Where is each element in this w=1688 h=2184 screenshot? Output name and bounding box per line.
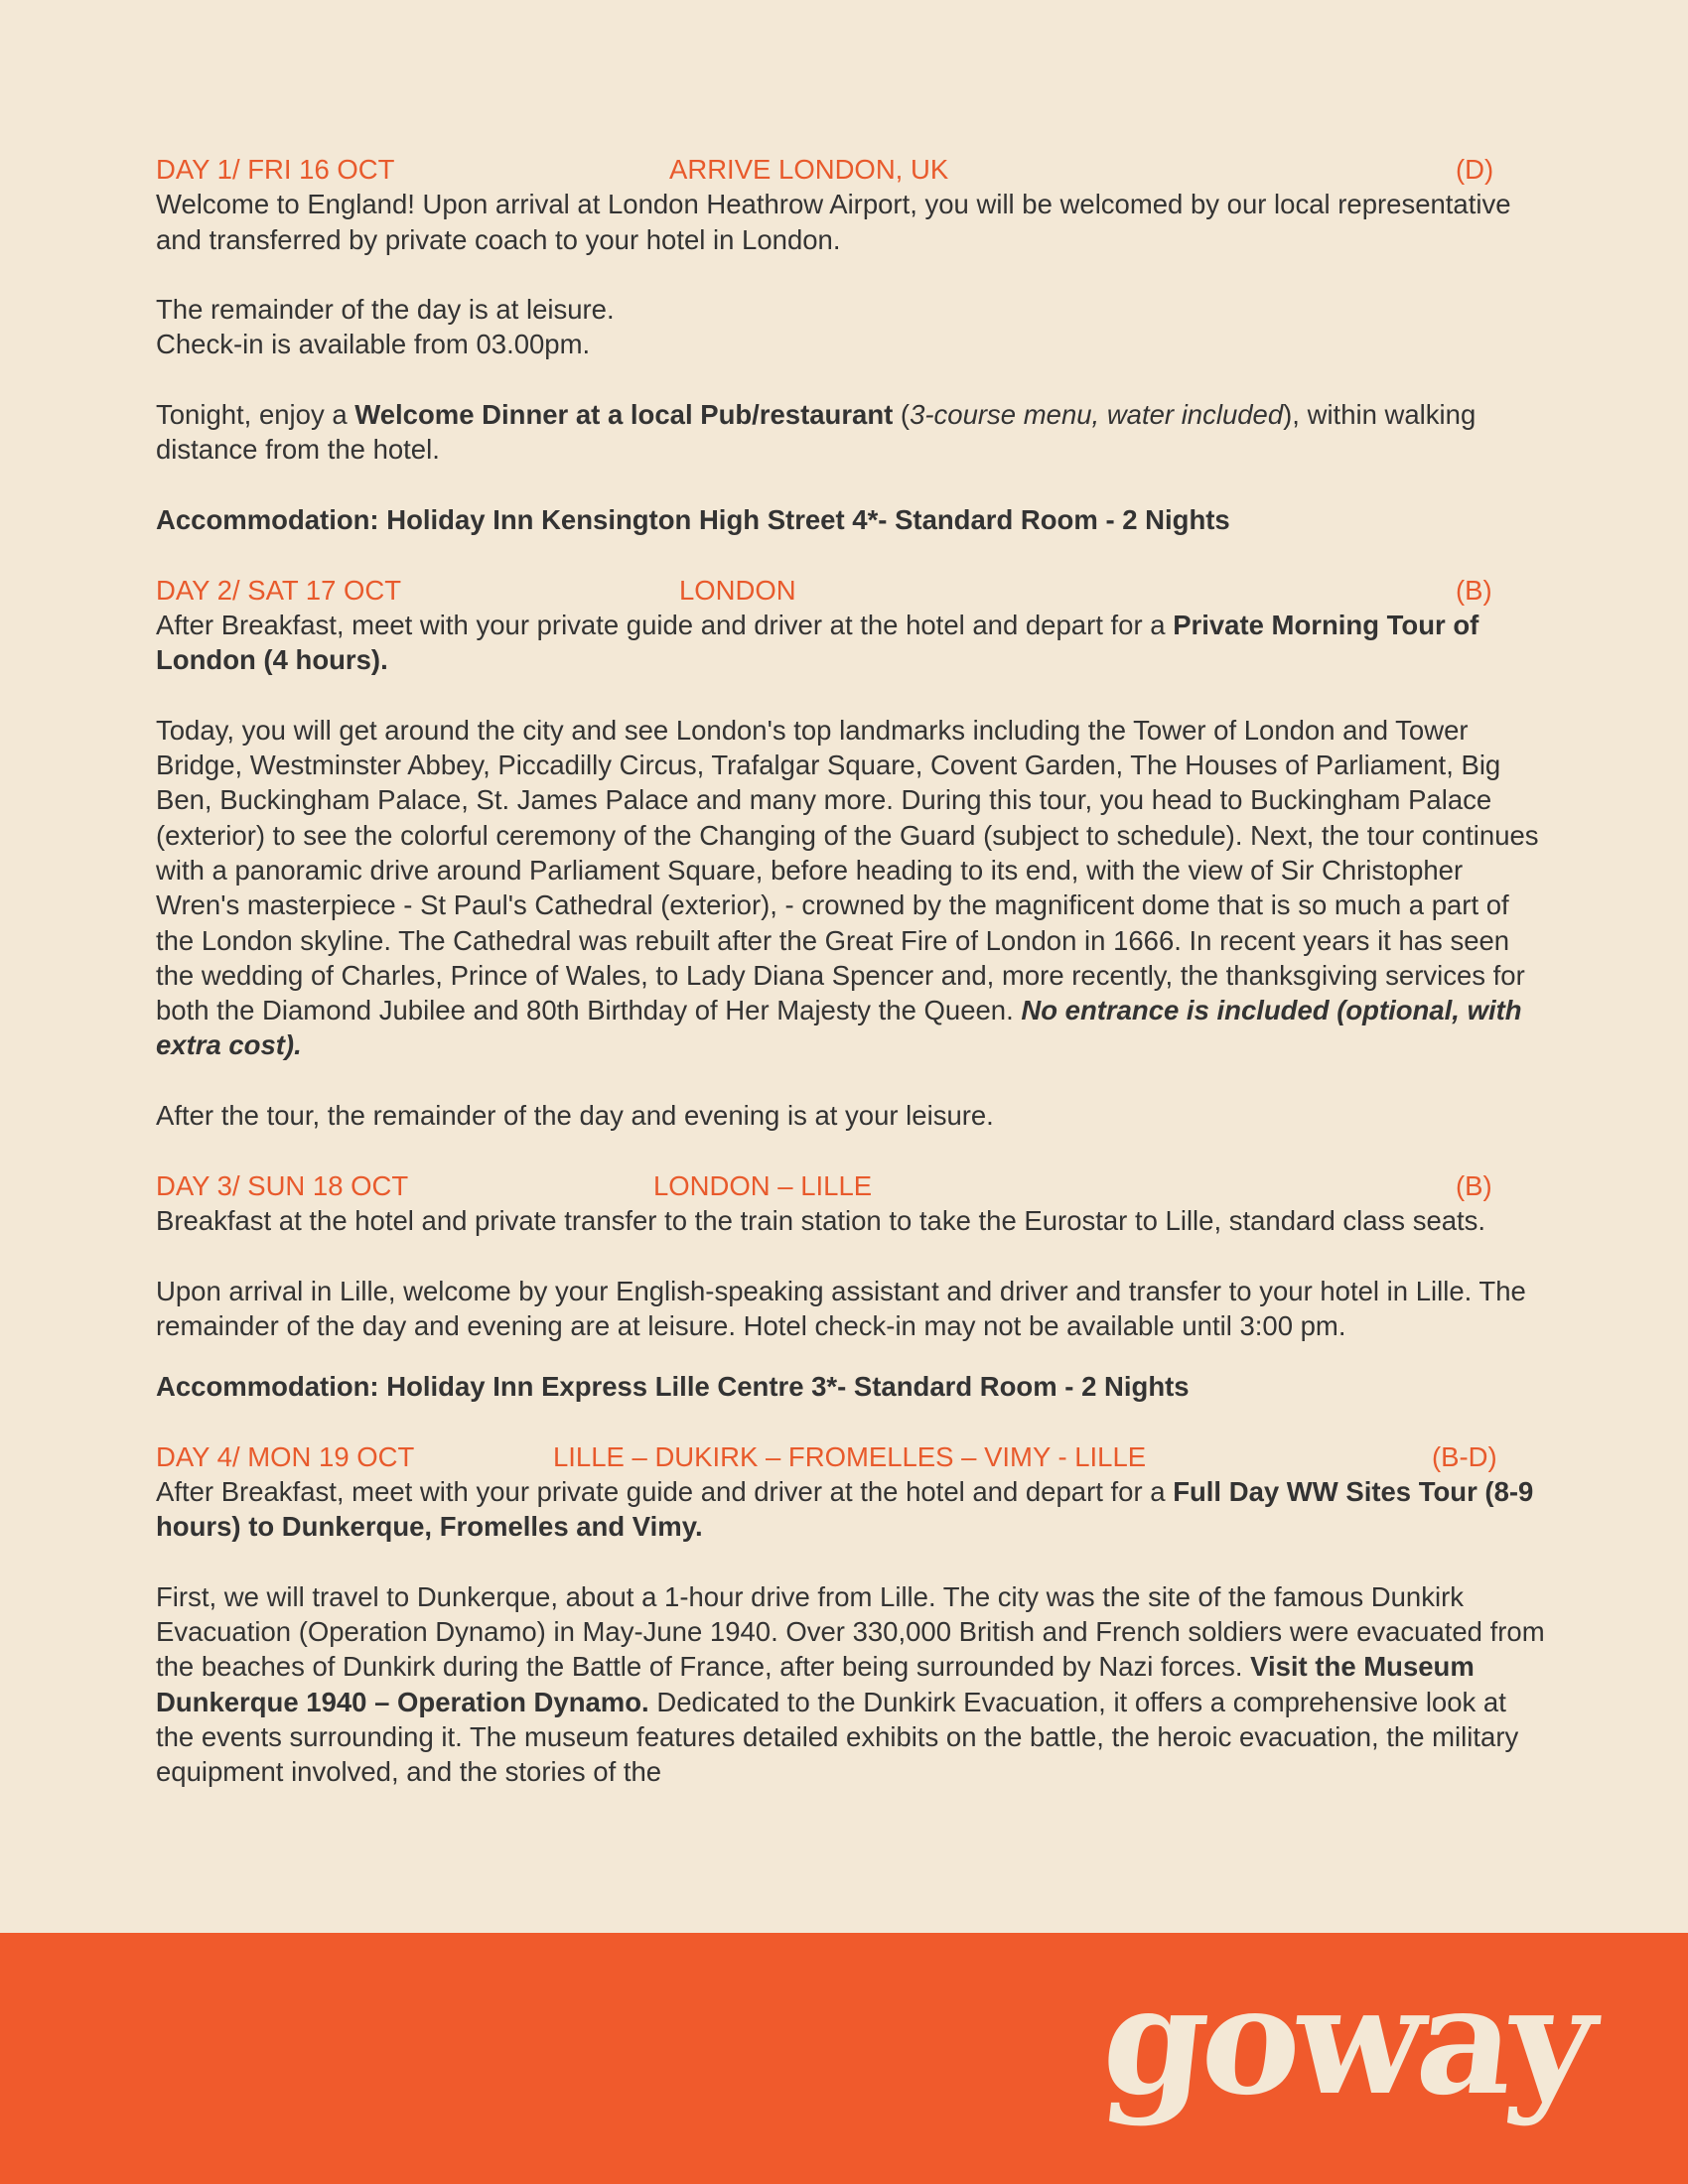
day-route: LONDON [679,574,796,606]
text: First, we will travel to Dunkerque, about a 1-hour drive from Lille. The city was the site of the famous Dunkirk Evacuation (Operation Dynamo) in May-June 1940. Over 330,000 British and French soldiers were evacuated from the beaches of Dunkirk during the Battle of France, after being surrounded by Nazi forces. [156,1580,1545,1683]
footer-band [0,1933,1688,2184]
text: Tonight, enjoy a [156,399,355,431]
dinner-highlight: Welcome Dinner at a local Pub/restaurant [354,399,894,431]
accommodation-line [156,1369,1551,1404]
day-2-paragraph [156,713,1551,1063]
day-meals: (D) [1456,154,1494,185]
entrance-note: No entrance is included (optional, with extra cost). [156,995,1522,1061]
accommodation-line [156,502,1551,537]
day-meals: (B-D) [1432,1440,1497,1472]
leisure-text: The remainder of the day is at leisure. [156,294,615,326]
day-meals: (B) [1456,574,1492,606]
day-label: DAY 3/ SUN 18 OCT [156,1169,409,1201]
day-route: ARRIVE LONDON, UK [669,154,949,185]
day-meals: (B) [1456,1169,1492,1201]
day-3-header [156,1168,1551,1203]
day-3-paragraph: Upon arrival in Lille, welcome by your English-speaking assistant and driver and transfer to your hotel in Lille. The remainder of the day and evening are at leisure. Hotel check-in may not be available until 3:00 pm. [156,1275,1526,1341]
day-2-paragraph: After the tour, the remainder of the day and evening is at your leisure. [156,1100,994,1132]
day-4-header [156,1439,1551,1474]
day-label: DAY 4/ MON 19 OCT [156,1440,415,1472]
day-1-header [156,152,1551,187]
accommodation-text: Accommodation: Holiday Inn Express Lille Centre 3*- Standard Room - 2 Nights [156,1371,1190,1403]
day-1-paragraph: Welcome to England! Upon arrival at London Heathrow Airport, you will be welcomed by our local representative and transferred by private coach to your hotel in London. [156,189,1511,255]
day-1-paragraph [156,292,1551,362]
text: ), within walking distance from the hotel. [156,399,1477,466]
day-route: LILLE – DUKIRK – FROMELLES – VIMY - LILLE [553,1440,1147,1472]
checkin-text: Check-in is available from 03.00pm. [156,329,591,360]
tour-highlight: Private Morning Tour of London (4 hours). [156,609,1479,676]
text: Dedicated to the Dunkirk Evacuation, it offers a comprehensive look at the events surrounding it. The museum features detailed exhibits on the battle, the heroic evacuation, the military equipment involved, and the stories of the [156,1686,1519,1788]
text: After Breakfast, meet with your private guide and driver at the hotel and depart for a [156,609,1174,640]
menu-note: 3-course menu, water included [910,399,1284,431]
museum-highlight: Visit the Museum Dunkerque 1940 – Operation Dynamo. [156,1651,1475,1717]
day-1-paragraph [156,397,1551,468]
tour-highlight: Full Day WW Sites Tour (8-9 hours) to Dunkerque, Fromelles and Vimy. [156,1475,1534,1543]
day-2-header [156,573,1551,608]
day-route: LONDON – LILLE [653,1169,873,1201]
day-label: DAY 1/ FRI 16 OCT [156,154,395,185]
day-2-paragraph [156,608,1551,678]
day-4-paragraph [156,1474,1551,1545]
accommodation-text: Accommodation: Holiday Inn Kensington High Street 4*- Standard Room - 2 Nights [156,503,1230,535]
text: Today, you will get around the city and see London's top landmarks including the Tower of London and Tower Bridge, Westminster Abbey, Piccadilly Circus, Trafalgar Square, Covent Garden, The Houses of Parliament, Big Ben, Buckingham Palace, St. James Palace and many more. During this tour, you head to Buckingham Palace (exterior) to see the colorful ceremony of the Changing of the Guard (subject to schedule). Next, the tour continues with a panoramic drive around Parliament Square, before heading to its end, with the view of Sir Christopher Wren's masterpiece - St Paul's Cathedral (exterior), - crowned by the magnificent dome that is so much a part of the London skyline. The Cathedral was rebuilt after the Great Fire of London in 1666. In recent years it has seen the wedding of Charles, Prince of Wales, to Lady Diana Spencer and, more recently, the thanksgiving services for both the Diamond Jubilee and 80th Birthday of Her Majesty the Queen. [156,714,1539,1026]
goway-logo: goway [1094,1954,1599,2128]
text: After Breakfast, meet with your private guide and driver at the hotel and depart for a [156,1475,1174,1507]
day-4-paragraph [156,1579,1551,1790]
text: ( [893,399,911,431]
itinerary [156,152,1551,1825]
day-3-paragraph: Breakfast at the hotel and private transfer to the train station to take the Eurostar to Lille, standard class seats. [156,1204,1486,1236]
day-label: DAY 2/ SAT 17 OCT [156,574,402,606]
